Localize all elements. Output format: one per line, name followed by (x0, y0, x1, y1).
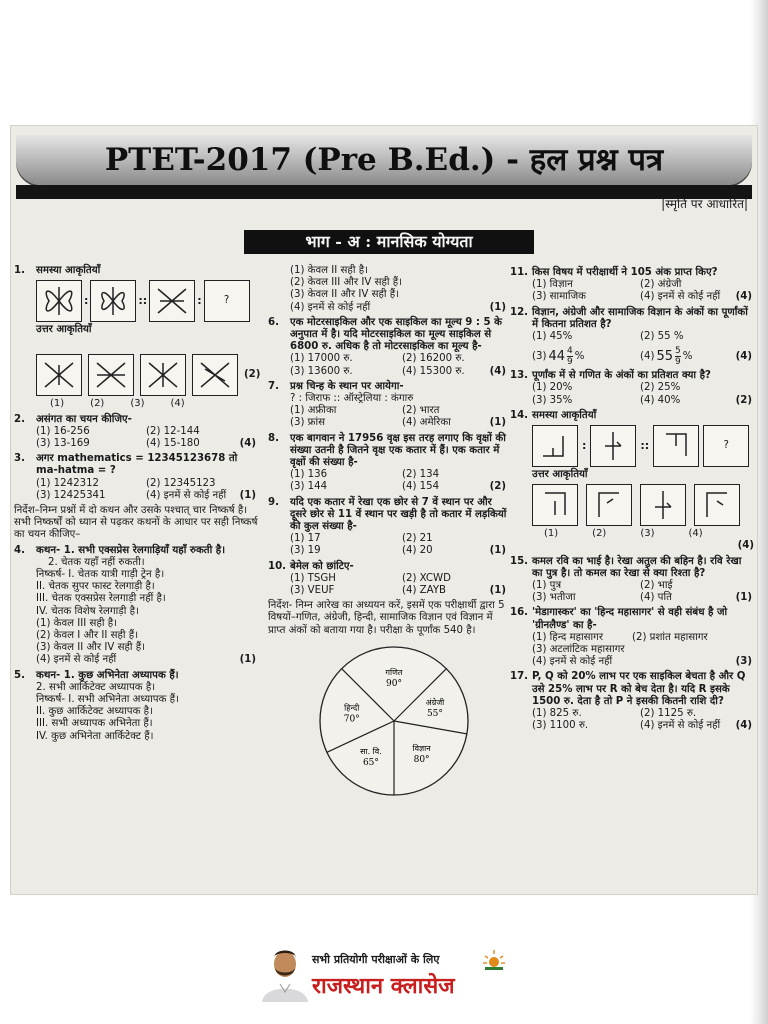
question-number: 3. (14, 453, 25, 465)
problem-figures (36, 280, 258, 322)
footer-tagline: सभी प्रतियोगी परीक्षाओं के लिए (312, 953, 440, 966)
option-3: (3) 19 (290, 545, 321, 557)
option-3: (3) 1100 रु. (532, 720, 589, 732)
option-3: (3) 13600 रु. (290, 365, 353, 377)
question-2 (14, 414, 258, 451)
cross-figure (149, 280, 195, 322)
question-text: पूर्णांक में से गणित के अंकों का प्रतिशत क्या है? (532, 370, 711, 382)
figure-number: (2) (592, 528, 607, 540)
option-2: (2) 55 % (640, 331, 684, 343)
answer-key: (2) (735, 394, 752, 406)
fraction (567, 346, 573, 367)
option-1: (1) 1242312 (36, 477, 100, 489)
fraction-numerator: 5 (674, 346, 681, 357)
answer-figure-1 (532, 484, 578, 526)
option-1: (1) 17000 रु. (290, 353, 353, 365)
instruction-text: निर्देश–निम्न प्रश्नों में दो कथन और उसके पश्चात् चार निष्कर्ष है। सभी निष्कर्षों को ध्यान से पढ़कर कथनों के आधार पर सही निष्कर्ष का चयन कीजिए– (14, 505, 258, 541)
answer-figure-2 (586, 484, 632, 526)
question-number: 17. (510, 671, 529, 683)
pie-slice-label: गणित (385, 667, 403, 677)
option-1: (1) 136 (290, 469, 328, 481)
fraction-denominator: 9 (566, 357, 573, 368)
option-4: (4) ZAYB (402, 585, 447, 597)
question-number: 2. (14, 413, 25, 425)
problem-figures (532, 425, 754, 467)
question-text: P, Q को 20% लाभ पर एक साइकिल बेचता है और Q उसे 25% लाभ पर R को बेच देता है। यदि R इसके 1500 रु. देता है तो P ने इसकी कितनी राशि दी? (532, 671, 746, 707)
question-text: एक बागवान ने 17956 वृक्ष इस तरह लगाए कि वृक्षों की संख्या उतनी है जितने वृक्ष एक कतार में हैं। एक कतार में वृक्षों की संख्या है- (290, 432, 506, 469)
question-text: किस विषय में परीक्षार्थी ने 105 अंक प्राप्त किए? (532, 267, 718, 278)
option-1: (1) 16-256 (36, 425, 90, 437)
option-1: (1) हिन्द महासागर (532, 631, 604, 643)
answer-key: (1) (239, 654, 256, 666)
answer-key: (4) (735, 291, 752, 303)
option-3: (3) 12425341 (36, 489, 106, 501)
question-paper-scan (10, 125, 758, 895)
answer-key: (4) (737, 540, 754, 552)
option-1: (1) 825 रु. (532, 708, 582, 720)
options-row (36, 438, 258, 450)
option-4: (4) 154 (402, 481, 440, 493)
options-row (532, 331, 754, 343)
option-4: (4) इनमें से कोई नहीं (640, 720, 721, 732)
question-number: 15. (510, 555, 529, 567)
statement-2: 2. चेतक यहाँ नहीं रुकती। (48, 556, 145, 568)
conclusion-4: IV. चेतक विशेष रेलगाड़ी है। (36, 605, 139, 617)
answer-key: (1) (489, 585, 506, 597)
question-4 (14, 545, 258, 667)
fraction (675, 346, 681, 367)
option-3: (3) केवल II और IV सही हैं। (290, 289, 400, 301)
paper-title: PTET-2017 (Pre B.Ed.) - हल प्रश्न पत्र (104, 142, 664, 178)
title-underline-bar (16, 185, 752, 199)
section-heading: भाग - अ : मानसिक योग्यता (244, 230, 534, 254)
memory-based-tag: |स्मृति पर आधारित| (661, 197, 748, 211)
question-15 (510, 556, 754, 605)
options-row (532, 708, 754, 720)
option-3: (3) VEUF (290, 585, 335, 597)
figure-number: (1) (544, 528, 559, 540)
question-5 (14, 670, 258, 743)
figure-number: (3) (130, 398, 145, 410)
option-2: (2) 134 (402, 469, 440, 481)
question-16 (510, 607, 754, 668)
options-row (36, 478, 258, 490)
option-4: (4) 40% (640, 394, 681, 406)
option-4: (4) इनमें से कोई नहीं (532, 656, 613, 668)
answer-figure-3 (140, 354, 186, 396)
answer-figures (36, 354, 261, 396)
answer-figures-label: उत्तर आकृतियाँ (36, 324, 92, 336)
options-row (532, 632, 754, 644)
option-3: (3) सामाजिक (532, 291, 586, 303)
answer-key-row (532, 540, 754, 552)
answer-key: (4) (489, 365, 506, 377)
option-2: (2) अंग्रेजी (640, 279, 682, 291)
line-figure-1 (532, 425, 578, 467)
fraction-denominator: 9 (674, 357, 681, 368)
answer-key: (4) (735, 720, 752, 732)
option-1: (1) पुत्र (532, 580, 562, 592)
figure-number: (2) (90, 398, 105, 410)
option-2: (2) भारत (402, 405, 440, 417)
mixed-whole: 44 (548, 348, 565, 364)
option-3: (3) केवल II और IV सही हैं। (36, 642, 146, 654)
question-text: बेमेल को छांटिए- (290, 560, 354, 572)
question-number: 11. (510, 267, 529, 278)
presenter-avatar-icon (260, 944, 310, 1002)
option-1: (1) 45% (532, 331, 573, 343)
question-number: 8. (268, 432, 279, 444)
title-banner (16, 135, 752, 185)
mixed-whole: 55 (656, 348, 673, 364)
statement-1: कथन- 1. सभी एक्सप्रेस रेलगाड़ियाँ यहाँ रुकती है। (36, 544, 226, 556)
answer-key: (2) (489, 481, 506, 493)
question-1 (14, 265, 261, 411)
answer-key: (1) (735, 592, 752, 604)
figure-number: (4) (170, 398, 185, 410)
sun-logo-icon (482, 948, 506, 972)
options-row (532, 580, 754, 592)
option-4: (4) इनमें से कोई नहीं (146, 489, 227, 501)
question-6 (268, 317, 508, 378)
option-2: (2) 21 (402, 533, 433, 545)
option-4: (4) पति (640, 592, 672, 604)
figure-number: (3) (640, 528, 655, 540)
options-row (36, 490, 258, 502)
footer-branding (260, 944, 520, 1004)
option-1: (1) 20% (532, 382, 573, 394)
question-text: प्रश्न चिन्ह के स्थान पर आयेगा- (290, 380, 404, 392)
options-row (290, 533, 508, 545)
pie-slice-label: विज्ञान (412, 743, 431, 753)
question-17 (510, 671, 754, 732)
options-row (290, 417, 508, 429)
question-7 (268, 381, 508, 430)
answer-key: (1) (239, 489, 256, 501)
statement-1: कथन- 1. कुछ अभिनेता अध्यापक हैं। (36, 669, 179, 681)
question-mark: ? (223, 295, 230, 307)
pie-slice-label: अंग्रेजी (425, 697, 445, 707)
options-row (290, 353, 508, 365)
options-row (532, 279, 754, 291)
question-text: अगर mathematics = 12345123678 तो ma-hatma = ? (36, 453, 238, 477)
separator: : (197, 294, 202, 308)
option-4: (4) इनमें से कोई नहीं (290, 301, 371, 313)
options-row (290, 573, 508, 585)
option-2: (2) 12345123 (146, 477, 216, 489)
option-4: (4) अमेरिका (402, 417, 451, 429)
question-number: 10. (268, 560, 287, 572)
pie-slice-label: हिन्दी (344, 703, 360, 713)
option-3: (3) फ्रांस (290, 417, 326, 429)
option-2: (2) केवल I और II सही हैं। (36, 630, 139, 642)
answer-figure-numbers (532, 528, 754, 540)
options-row (532, 291, 754, 303)
question-number: 12. (510, 306, 529, 318)
conclusion-1: निष्कर्ष- I. चेतक यात्री गाड़ी ट्रेन है। (36, 569, 165, 581)
separator: : (84, 294, 89, 308)
statement-2: 2. सभी आर्किटेक्ट अध्यापक है। (36, 681, 156, 693)
option-2: (2) 1125 रु. (640, 708, 697, 720)
question-analogy: ? : जिराफ :: ऑस्ट्रेलिया : कंगारु (290, 393, 414, 405)
separator: : (582, 438, 587, 452)
question-number: 16. (510, 607, 529, 619)
options-row (290, 469, 508, 481)
option-3: (3) अटलांटिक महासागर (532, 644, 625, 656)
fraction-numerator: 4 (566, 346, 573, 357)
pie-slice-value: 55° (426, 708, 443, 719)
conclusion-3: III. चेतक एक्सप्रेस रेलगाड़ी नहीं है। (36, 593, 166, 605)
footer-brand-name: राजस्थान क्लासेज (312, 974, 455, 999)
answer-figure-4 (192, 354, 238, 396)
question-number: 7. (268, 380, 279, 392)
separator: :: (640, 438, 650, 452)
option-2: (2) भाई (640, 580, 673, 592)
butterfly-figure-1 (36, 280, 82, 322)
pie-instruction-text: निर्देश- निम्न आरेख का अध्ययन करें, इसमें एक परीक्षार्थी द्वारा 5 विषयों–गणित, अंग्रेजी, हिन्दी, सामाजिक विज्ञान एवं विज्ञान में प्राप्त अंकों को बताया गया है। परीक्षा के पूर्णांक 540 है। (268, 600, 505, 636)
question-text: समस्या आकृतियाँ (36, 265, 101, 276)
options-row (532, 346, 754, 367)
options-row (290, 405, 508, 417)
question-9 (268, 497, 508, 558)
conclusion-2: II. चेतक सुपर फास्ट रेलगाड़ी है। (36, 581, 155, 593)
options-row (532, 720, 754, 732)
butterfly-figure-2 (90, 280, 136, 322)
question-number: 1. (14, 265, 25, 276)
question-mark: ? (723, 440, 729, 452)
conclusion-1: निष्कर्ष- I. सभी अभिनेता अध्यापक हैं। (36, 694, 179, 706)
option-4: (4) 15300 रु. (402, 365, 465, 377)
options-row (290, 585, 508, 597)
options-row (532, 395, 754, 407)
answer-key: (4) (735, 350, 752, 362)
answer-figures (532, 484, 754, 526)
option-2: (2) 25% (640, 382, 681, 394)
figure-number: (4) (688, 528, 703, 540)
question-5-options (268, 265, 508, 314)
option-3: (3) 44 $\frac{4}{9}$ % (532, 346, 585, 368)
option-2: (2) XCWD (402, 572, 451, 584)
answer-key: (4) (239, 438, 256, 450)
option-1: (1) केवल II सही है। (290, 265, 368, 276)
answer-key: (1) (489, 301, 506, 313)
option-3: (3) भतीजा (532, 592, 576, 604)
options-row (532, 656, 754, 668)
question-3 (14, 453, 258, 502)
option-3: (3) 13-169 (36, 438, 90, 450)
question-12 (510, 307, 754, 368)
option-1: (1) केवल III सही है। (36, 617, 117, 629)
answer-figure-numbers (36, 398, 258, 410)
question-text: समस्या आकृतियाँ (532, 409, 597, 421)
question-number: 6. (268, 316, 279, 328)
options-row (532, 382, 754, 394)
option-2: (2) प्रशांत महासागर (632, 631, 708, 643)
question-text: यदि एक कतार में रेखा एक छोर से 7 वें स्थान पर और दूसरे छोर से 11 वें स्थान पर खड़ी है तो कतार में लड़कियों की कुल संख्या है- (290, 496, 507, 533)
line-figure-3 (653, 425, 699, 467)
question-mark-figure (204, 280, 250, 322)
question-text: विज्ञान, अंग्रेजी और सामाजिक विज्ञान के अंकों का पूर्णांकों में कितना प्रतिशत है? (532, 306, 748, 330)
answer-key: (3) (735, 656, 752, 668)
options-row (36, 426, 258, 438)
option-1: (1) TSGH (290, 572, 336, 584)
question-number: 5. (14, 669, 25, 681)
options-row (532, 592, 754, 604)
option-4: (4) इनमें से कोई नहीं (640, 291, 721, 303)
answer-key: (1) (489, 417, 506, 429)
option-1: (1) 17 (290, 533, 321, 545)
question-14 (510, 410, 754, 553)
question-number: 4. (14, 544, 25, 556)
option-4: (4) 20 (402, 545, 433, 557)
pie-slice-value: 90° (386, 678, 402, 689)
question-8 (268, 433, 508, 494)
option-3: (3) 144 (290, 481, 328, 493)
question-number: 9. (268, 496, 279, 508)
answer-figure-4 (694, 484, 740, 526)
option-2: (2) केवल III और IV सही हैं। (290, 277, 403, 289)
options-row (290, 481, 508, 493)
option-1: (1) विज्ञान (532, 279, 573, 291)
question-text: एक मोटरसाइकिल और एक साइकिल का मूल्य 9 : 5 के अनुपात में है। यदि मोटरसाइकिल का मूल्य साइकिल से 6800 रु. अधिक है तो मोटरसाइकिल का मूल्य है- (290, 316, 502, 353)
subject-marks-pie-chart (294, 641, 494, 801)
answer-key: (2) (244, 369, 261, 381)
options-row (290, 366, 508, 378)
option-4: (4) 15-180 (146, 438, 200, 450)
question-text: 'मेडागास्कर' का 'हिन्द महासागर' से वही संबंध है जो 'ग्रीनलैण्ड' का है- (532, 607, 728, 631)
answer-figure-2 (88, 354, 134, 396)
answer-figure-1 (36, 354, 82, 396)
line-figure-2 (590, 425, 636, 467)
question-number: 13. (510, 370, 529, 382)
figure-number: (1) (50, 398, 65, 410)
question-number: 14. (510, 409, 529, 421)
option-4: (4) इनमें से कोई नहीं (36, 654, 117, 666)
question-10 (268, 561, 508, 598)
answer-key: (1) (489, 545, 506, 557)
option-3: (3) 35% (532, 394, 573, 406)
column-1 (14, 265, 261, 746)
options-row (290, 545, 508, 557)
pie-slice-value: 70° (343, 714, 360, 725)
option-2: (2) 16200 रु. (402, 353, 465, 365)
conclusion-3: III. सभी अध्यापक अभिनेता हैं। (36, 718, 153, 730)
pie-slice-label: सा. वि. (360, 747, 382, 757)
question-13 (510, 370, 754, 407)
question-mark-figure (703, 425, 749, 467)
conclusion-2: II. कुछ आर्किटेक्ट अध्यापक है। (36, 706, 153, 718)
conclusion-4: IV. कुछ अभिनेता आर्किटेक्ट हैं। (36, 730, 154, 742)
option-2: (2) 12-144 (146, 425, 200, 437)
column-2 (268, 265, 508, 801)
option-4: (4) 55 $\frac{5}{9}$ % (640, 346, 693, 368)
column-3 (510, 267, 754, 735)
answer-figure-3 (640, 484, 686, 526)
pie-slice-value: 80° (413, 754, 430, 765)
pie-slice-value: 65° (362, 758, 379, 769)
answer-figures-label: उत्तर आकृतियाँ (532, 469, 588, 481)
option-1: (1) अफ्रीका (290, 405, 337, 417)
question-11 (510, 267, 754, 304)
options-row (36, 654, 258, 666)
separator: :: (138, 294, 148, 308)
options-row (290, 302, 508, 314)
question-text: असंगत का चयन कीजिए- (36, 413, 132, 425)
question-text: कमल रवि का भाई है। रेखा अतुल की बहिन है। रवि रेखा का पुत्र है। तो कमल का रेखा से क्या रिश्ता है? (532, 555, 742, 579)
